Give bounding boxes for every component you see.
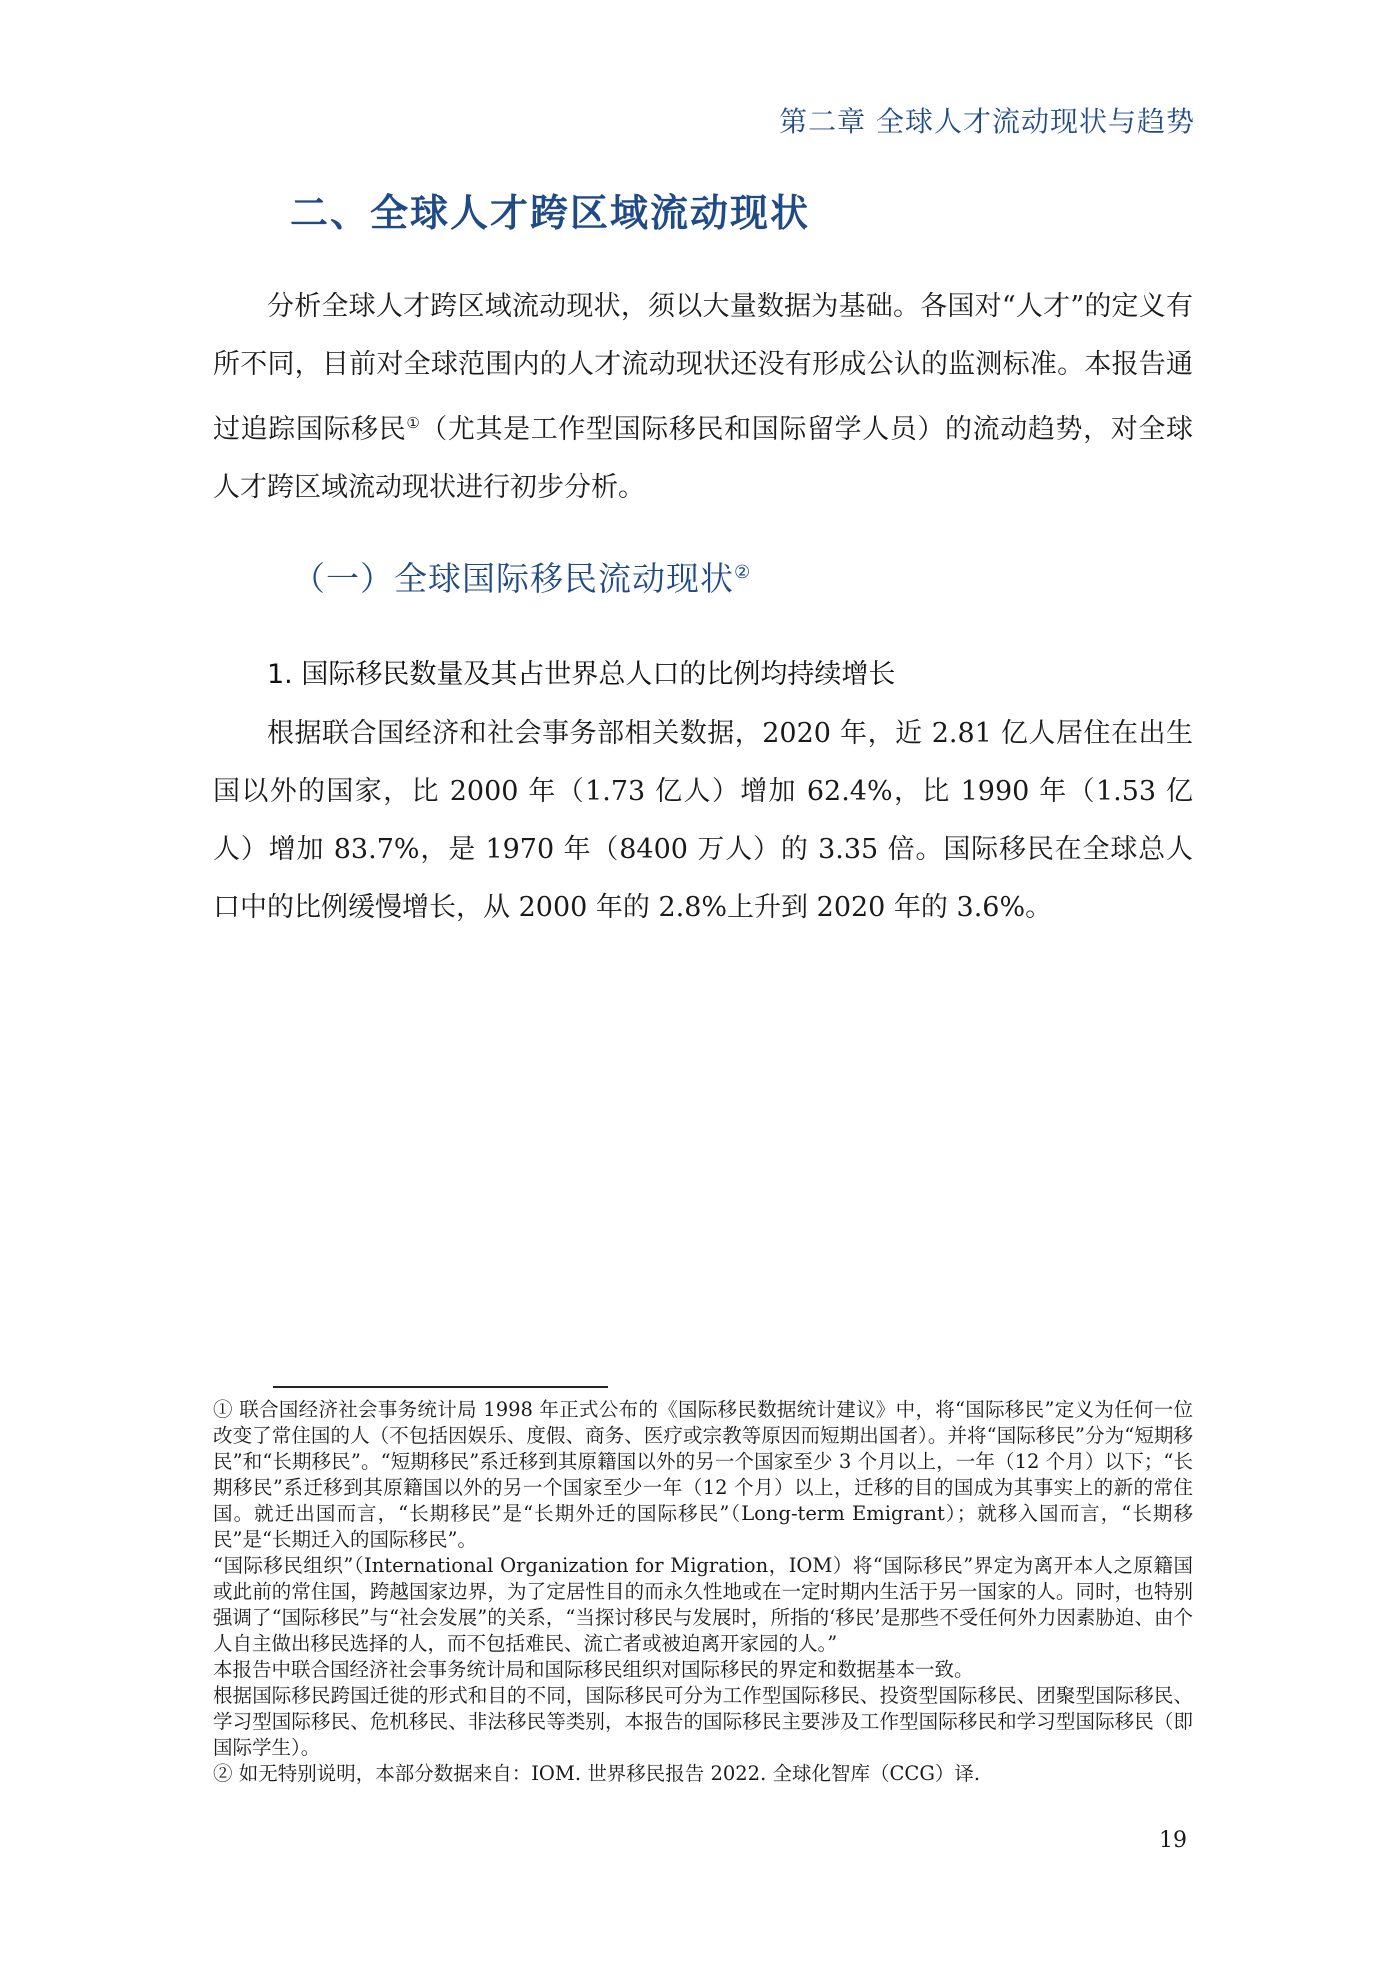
footnote-2-source: ② 如无特别说明，本部分数据来自：IOM. 世界移民报告 2022. 全球化智库（CCG）译. [213, 1762, 981, 1785]
page-number: 19 [1159, 1828, 1187, 1853]
footnote-divider [273, 1386, 608, 1388]
footnote-1-categories: 根据国际移民跨国迁徙的形式和目的不同，国际移民可分为工作型国际移民、投资型国际移民、团聚型国际移民、学习型国际移民、危机移民、非法移民等类别，本报告的国际移民主要涉及工作型国际移民和学习型国际移民（即国际学生）。 [213, 1684, 1193, 1759]
intro-text-part1: 分析全球人才跨区域流动现状，须以大量数据为基础。各国对“人才”的定义有所不同，目前对全球范围内的人才流动现状还没有形成公认的监测标准。本报告通过追踪国际移民 [213, 291, 1193, 445]
item-heading: 1. 国际移民数量及其占世界总人口的比例均持续增长 [267, 659, 896, 690]
footnote-ref-1[interactable]: ① [406, 414, 421, 432]
footnote-ref-2[interactable]: ② [734, 562, 752, 583]
migration-growth-paragraph [213, 705, 1193, 937]
running-header: 第二章 全球人才流动现状与趋势 [779, 105, 1195, 138]
footnote-1-un-definition: ① 联合国经济社会事务统计局 1998 年正式公布的《国际移民数据统计建议》中，将“国际移民”定义为任何一位改变了常住国的人（不包括因娱乐、度假、商务、医疗或宗教等原因而短期出国者）。并将“国际移民”分为“短期移民”和“长期移民”。“短期移民”系迁移到其原籍国以外的另一个国家至少 3 个月以上，一年（12 个月）以下；“长期移民”系迁移到其原籍国以外的另一个国家至少一年（12 个月）以上，迁移的目的国成为其事实上的新的常住国。就迁出国而言，“长期移民”是“长期外迁的国际移民”（Long-term Emigrant）；就移入国而言，“长期移民”是“长期迁入的国际移民”。 [213, 1398, 1193, 1551]
footnote-1-iom-definition: “国际移民组织”（International Organization for Migration，IOM）将“国际移民”界定为离开本人之原籍国或此前的常住国，跨越国家边界，为了定居性目的而永久性地或在一定时期内生活于另一国家的人。同时，也特别强调了“国际移民”与“社会发展”的关系，“当探讨移民与发展时，所指的‘移民’是那些不受任何外力因素胁迫、由个人自主做出移民选择的人，而不包括难民、流亡者或被迫离开家园的人。” [213, 1554, 1193, 1655]
intro-text-part2: （尤其是工作型国际移民和国际留学人员）的流动趋势，对全球人才跨区域流动现状进行初步分析。 [213, 414, 1194, 503]
subsection-title-text: （一）全球国际移民流动现状 [292, 559, 734, 598]
subsection-title [292, 553, 751, 600]
intro-paragraph [213, 278, 1193, 517]
footnote-1-consistency: 本报告中联合国经济社会事务统计局和国际移民组织对国际移民的界定和数据基本一致。 [213, 1658, 974, 1681]
section-title: 二、全球人才跨区域流动现状 [290, 191, 811, 235]
migration-growth-text: 根据联合国经济和社会事务部相关数据，2020 年，近 2.81 亿人居住在出生国以外的国家，比 2000 年（1.73 亿人）增加 62.4%，比 1990 年（1.53 亿人）增加 83.7%，是 1970 年（8400 万人）的 3.35 倍。国际移民在全球总人口中的比例缓慢增长，从 2000 年的 2.8%上升到 2020 年的 3.6%。 [213, 718, 1193, 923]
footnotes [213, 1397, 1193, 1787]
